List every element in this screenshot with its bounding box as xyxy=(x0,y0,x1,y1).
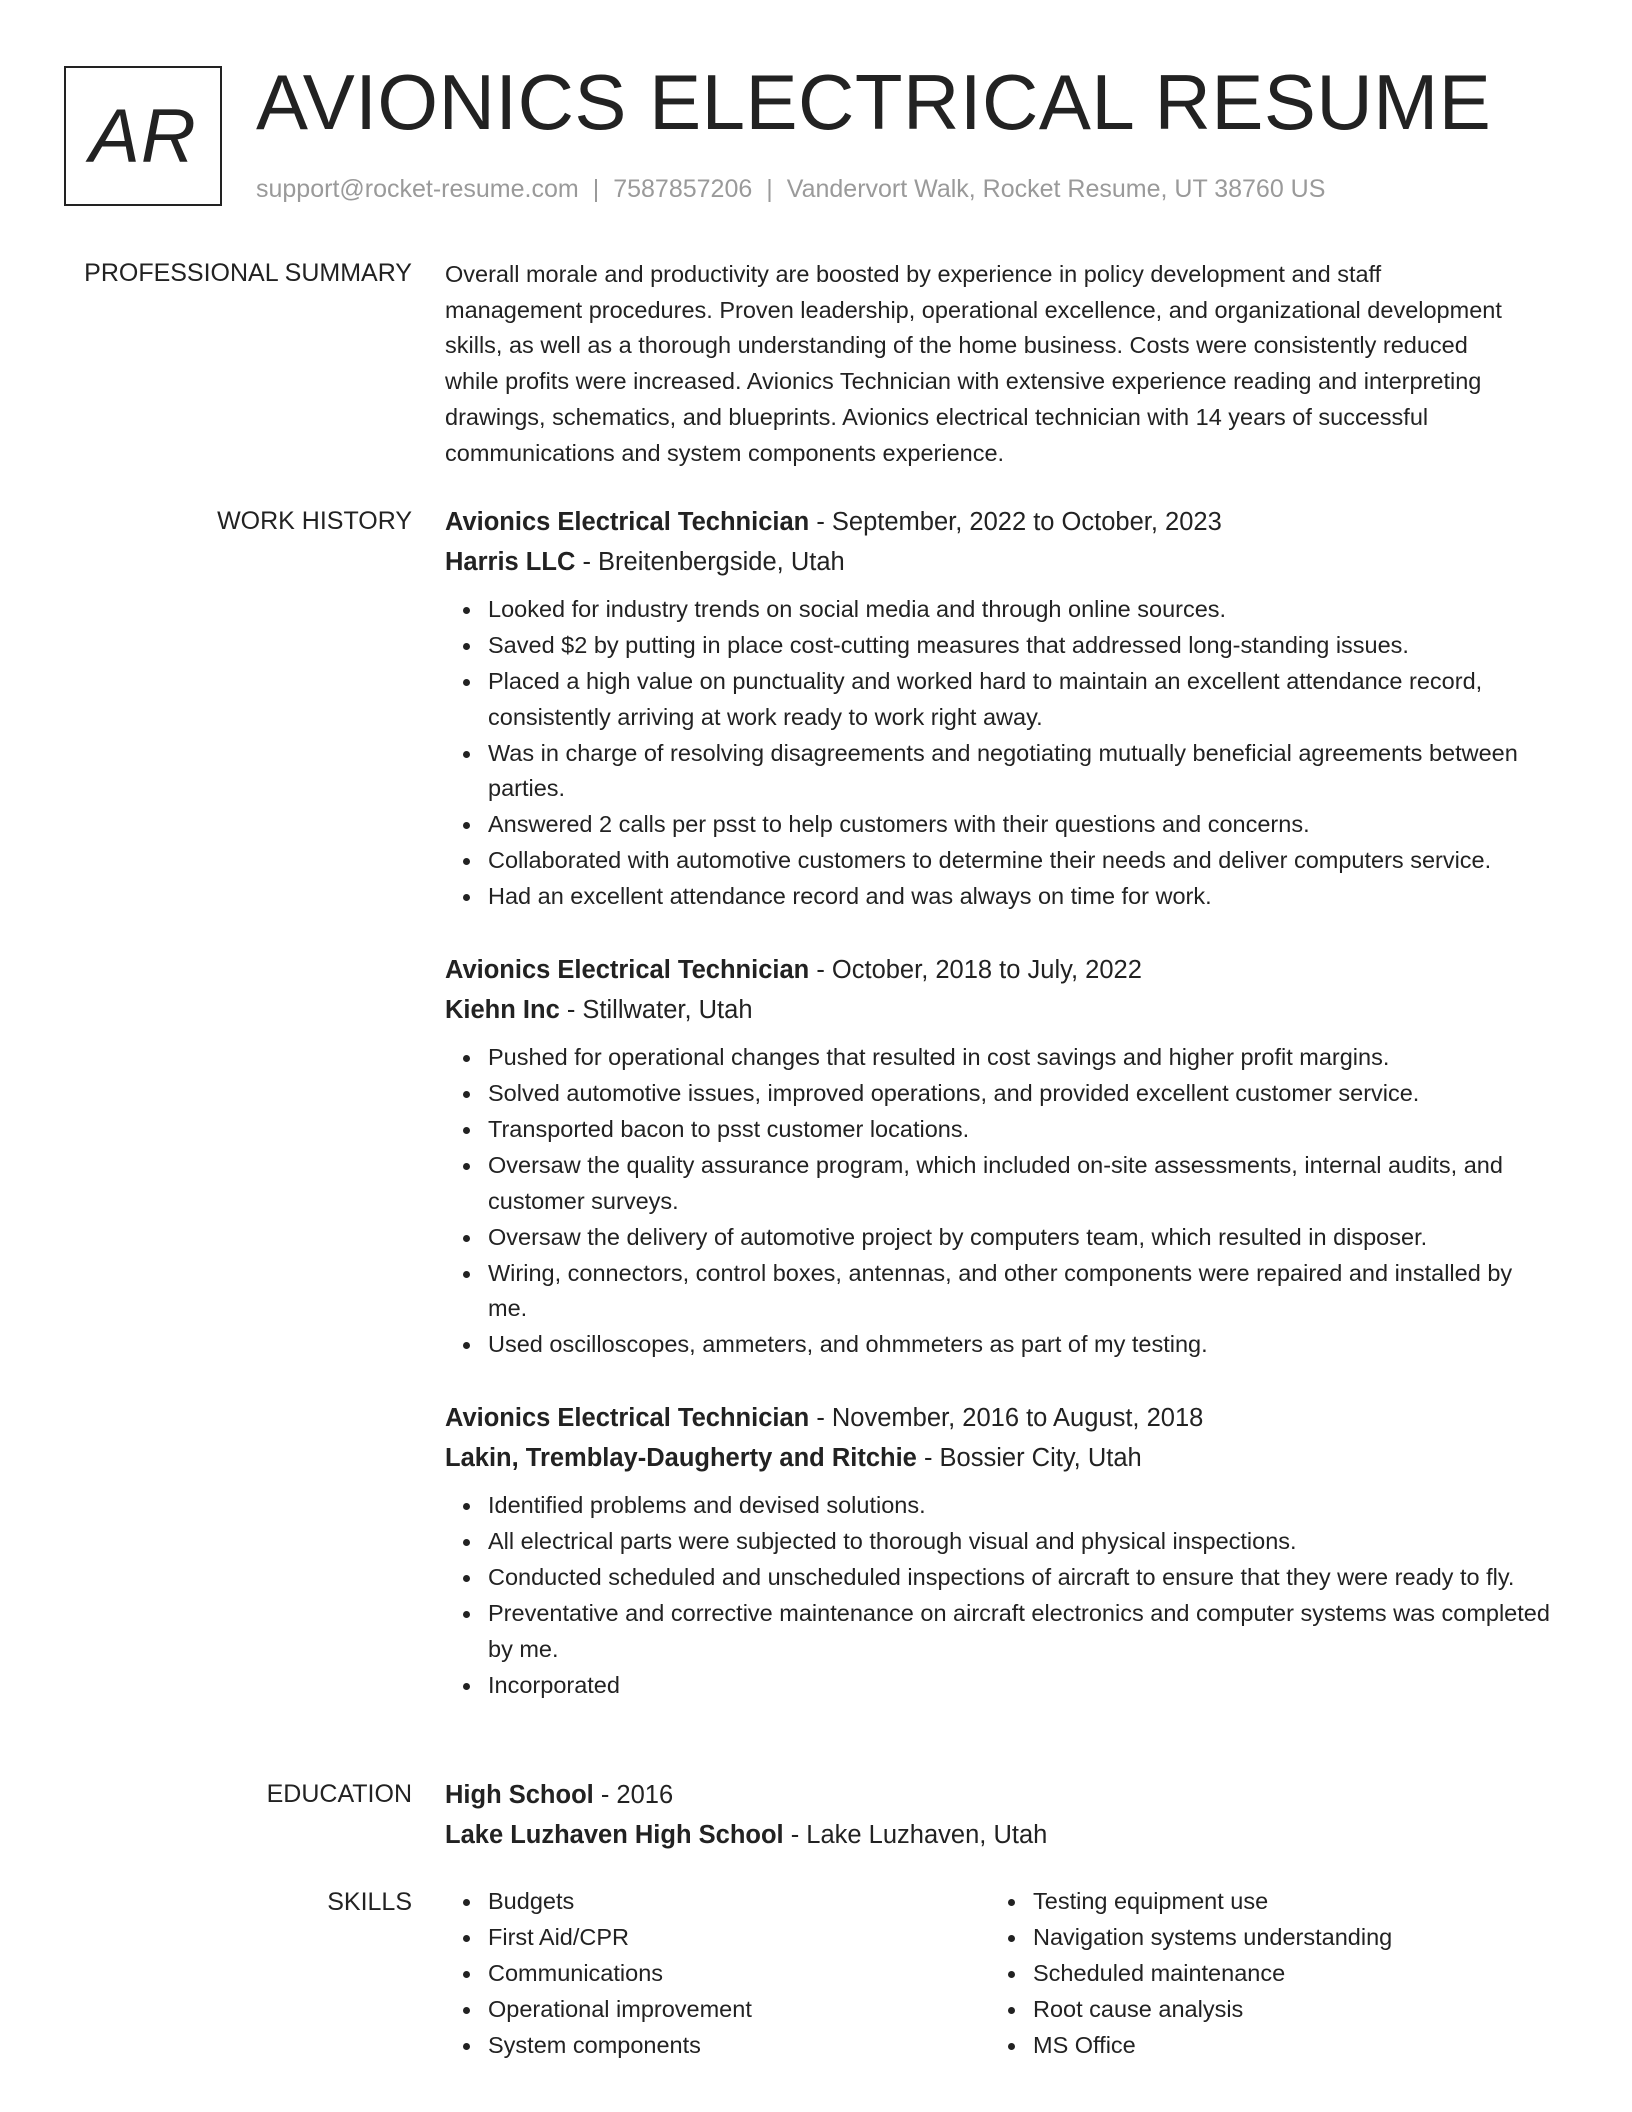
contact-email: support@rocket-resume.com xyxy=(256,175,579,203)
job-location: - Stillwater, Utah xyxy=(559,996,753,1024)
job-bullet-list xyxy=(445,1040,1555,1363)
job-location: - Breitenbergside, Utah xyxy=(575,548,845,576)
job-company-line xyxy=(445,542,1555,582)
skill-item: Navigation systems understanding xyxy=(1033,1920,1510,1956)
education-entry xyxy=(445,1775,1555,1855)
job-bullet: Oversaw the delivery of automotive project by computers team, which resulted in disposer. xyxy=(488,1220,1555,1256)
job-bullet: Identified problems and devised solutions. xyxy=(488,1488,1555,1524)
contact-separator: | xyxy=(592,175,600,203)
skill-item: Budgets xyxy=(488,1884,965,1920)
job-title-line xyxy=(445,502,1555,542)
job-bullet: Preventative and corrective maintenance on aircraft electronics and computer systems was completed by me. xyxy=(488,1596,1555,1667)
job-bullet: Used oscilloscopes, ammeters, and ohmmeters as part of my testing. xyxy=(488,1327,1555,1363)
skills-list xyxy=(990,1884,1510,2064)
job-bullet: Answered 2 calls per psst to help customers with their questions and concerns. xyxy=(488,807,1555,843)
job-bullet: Pushed for operational changes that resulted in cost savings and higher profit margins. xyxy=(488,1040,1555,1076)
job-title: Avionics Electrical Technician xyxy=(445,508,810,536)
skill-item: Communications xyxy=(488,1956,965,1992)
job-title: Avionics Electrical Technician xyxy=(445,1404,810,1432)
contact-phone: 7587857206 xyxy=(613,175,753,203)
summary-line: skills, as well as a thorough understanding of the home business. Costs were consistently reduced xyxy=(445,332,1468,359)
job-bullet: Conducted scheduled and unscheduled inspections of aircraft to ensure that they were ready to fly. xyxy=(488,1560,1555,1596)
job-title: Avionics Electrical Technician xyxy=(445,956,810,984)
summary-content xyxy=(445,257,1555,471)
job-bullet: Incorporated xyxy=(488,1668,1555,1704)
contact-line xyxy=(256,172,1325,206)
job-company: Lakin, Tremblay-Daugherty and Ritchie xyxy=(445,1444,917,1472)
contact-separator: | xyxy=(766,175,773,203)
summary-line: while profits were increased. Avionics Technician with extensive experience reading and interpreting xyxy=(445,368,1482,395)
job-bullet: Wiring, connectors, control boxes, antennas, and other components were repaired and installed by me. xyxy=(488,1256,1555,1327)
job-entry xyxy=(445,1398,1555,1704)
skill-item: System components xyxy=(488,2028,965,2064)
education-year: - 2016 xyxy=(593,1781,674,1809)
summary-text xyxy=(445,257,1555,471)
job-dates: - September, 2022 to October, 2023 xyxy=(809,508,1222,536)
summary-line: Overall morale and productivity are boosted by experience in policy development and staff xyxy=(445,261,1382,287)
job-bullet: Looked for industry trends on social media and through online sources. xyxy=(488,592,1555,628)
job-dates: - November, 2016 to August, 2018 xyxy=(809,1404,1204,1432)
skills-column-right xyxy=(990,1884,1510,2064)
skill-item: First Aid/CPR xyxy=(488,1920,965,1956)
job-company: Kiehn Inc xyxy=(445,996,560,1024)
monogram-initials: AR xyxy=(89,93,197,179)
job-company-line xyxy=(445,1438,1555,1478)
skill-item: MS Office xyxy=(1033,2028,1510,2064)
skill-item: Root cause analysis xyxy=(1033,1992,1510,2028)
contact-address: Vandervort Walk, Rocket Resume, UT 38760 US xyxy=(786,175,1326,203)
education-degree-line xyxy=(445,1775,1555,1815)
summary-line: management procedures. Proven leadership, operational excellence, and organizational development xyxy=(445,296,1502,323)
section-label-skills: SKILLS xyxy=(327,1888,412,1916)
education-location: - Lake Luzhaven, Utah xyxy=(783,1821,1048,1849)
section-label-education: EDUCATION xyxy=(266,1780,412,1808)
education-school: Lake Luzhaven High School xyxy=(445,1821,784,1849)
section-label-work-history: WORK HISTORY xyxy=(217,507,412,535)
skill-item: Scheduled maintenance xyxy=(1033,1956,1510,1992)
job-bullet: All electrical parts were subjected to thorough visual and physical inspections. xyxy=(488,1524,1555,1560)
job-company: Harris LLC xyxy=(445,548,576,576)
skill-item: Testing equipment use xyxy=(1033,1884,1510,1920)
job-bullet: Transported bacon to psst customer locations. xyxy=(488,1112,1555,1148)
resume-title: AVIONICS ELECTRICAL RESUME xyxy=(256,58,1492,146)
job-title-line xyxy=(445,950,1555,990)
section-label-summary: PROFESSIONAL SUMMARY xyxy=(84,259,412,287)
job-bullet: Saved $2 by putting in place cost-cutting measures that addressed long-standing issues. xyxy=(488,628,1555,664)
education-school-line xyxy=(445,1815,1555,1855)
job-company-line xyxy=(445,990,1555,1030)
skills-list xyxy=(445,1884,965,2064)
job-bullet: Collaborated with automotive customers to determine their needs and deliver computers service. xyxy=(488,843,1555,879)
job-bullet-list xyxy=(445,1488,1555,1703)
summary-line: drawings, schematics, and blueprints. Avionics electrical technician with 14 years of successful xyxy=(445,403,1429,430)
job-location: - Bossier City, Utah xyxy=(916,1444,1142,1472)
job-dates: - October, 2018 to July, 2022 xyxy=(809,956,1142,984)
skill-item: Operational improvement xyxy=(488,1992,965,2028)
job-bullet: Oversaw the quality assurance program, which included on-site assessments, internal audits, and customer surveys. xyxy=(488,1148,1555,1219)
job-bullet: Solved automotive issues, improved operations, and provided excellent customer service. xyxy=(488,1076,1555,1112)
education-degree: High School xyxy=(445,1781,594,1809)
monogram-box xyxy=(64,66,222,206)
summary-line: communications and system components experience. xyxy=(445,439,1005,466)
job-title-line xyxy=(445,1398,1555,1438)
job-entry xyxy=(445,502,1555,915)
job-bullet: Was in charge of resolving disagreements and negotiating mutually beneficial agreements between parties. xyxy=(488,736,1555,807)
job-bullet: Placed a high value on punctuality and worked hard to maintain an excellent attendance record, consistently arriving at work ready to work right away. xyxy=(488,664,1555,735)
job-entry xyxy=(445,950,1555,1363)
job-bullet: Had an excellent attendance record and was always on time for work. xyxy=(488,879,1555,915)
job-bullet-list xyxy=(445,592,1555,915)
skills-column-left xyxy=(445,1884,965,2064)
